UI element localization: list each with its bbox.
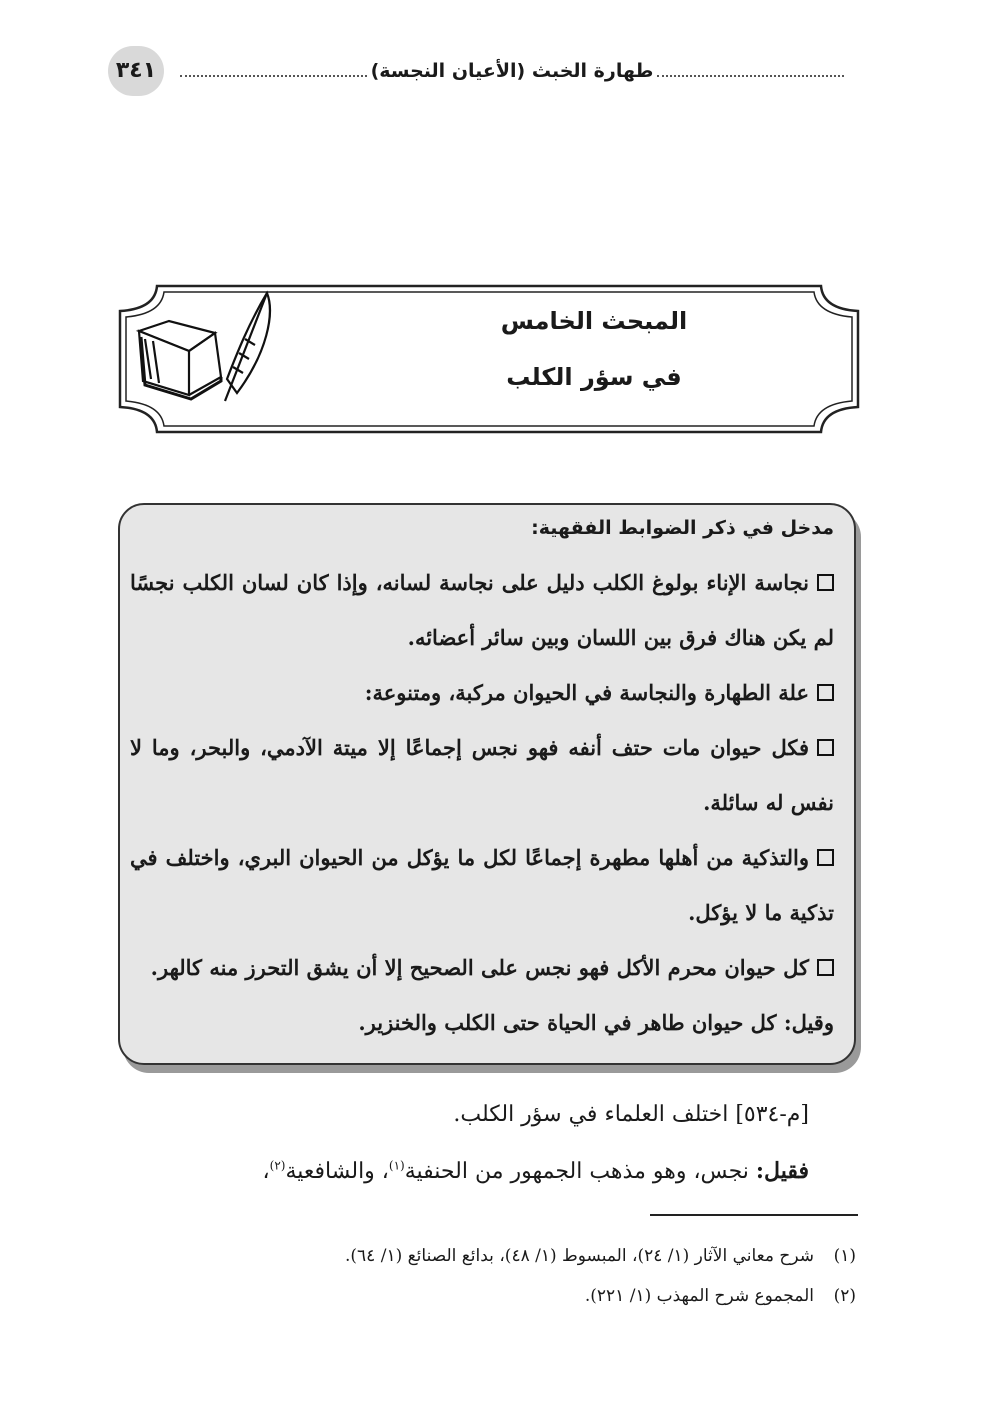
rule-item: نجاسة الإناء بولوغ الكلب دليل على نجاسة لسانه، وإذا كان لسان الكلب نجسًا لم يكن هناك فرق بين اللسان وبين سائر أعضائه. [130,570,834,650]
rule-item: علة الطهارة والنجاسة في الحيوان مركبة، ومتنوعة: [130,665,834,720]
footnote-ref[interactable]: (٢) [269,1158,286,1173]
body-paragraph: فقيل: نجس، وهو مذهب الجمهور من الحنفية$^{(١)}$، والشافعية$^{(٢)}$، [262,1158,809,1184]
running-header [180,56,844,86]
opinion-lead: فقيل: [755,1158,809,1184]
rules-box-heading: مدخل في ذكر الضوابط الفقهية: [531,517,834,539]
rule-item: والتذكية من أهلها مطهرة إجماعًا لكل ما يؤكل من الحيوان البري، واختلف في تذكية ما لا يؤكل. [130,845,834,925]
leader-dots-right [657,75,844,77]
checkbox-bullet-icon [817,739,834,756]
rules-box [118,503,856,1065]
footnotes [160,1236,856,1316]
leader-dots-left [180,75,367,77]
rule-continuation: وقيل: كل حيوان طاهر في الحياة حتى الكلب والخنزير. [358,1010,834,1035]
ornamental-frame [117,283,861,435]
running-title: طهارة الخبث (الأعيان النجسة) [370,60,654,82]
page-number: ٣٤١ [108,46,164,96]
footnote-separator [650,1214,858,1216]
body-paragraph: [م-٥٣٤] اختلف العلماء في سؤر الكلب. [453,1102,809,1127]
footnote: (١)شرح معاني الآثار (١/ ٢٤)، المبسوط (١/ ٤٨)، بدائع الصنائع (١/ ٦٤). [344,1246,856,1266]
chapter-title: المبحث الخامس [500,307,688,335]
checkbox-bullet-icon [817,849,834,866]
rule-item: كل حيوان محرم الأكل فهو نجس على الصحيح إلا أن يشق التحرز منه كالهر. [130,940,834,995]
checkbox-bullet-icon [817,574,834,591]
footnote-ref[interactable]: (١) [388,1158,405,1173]
checkbox-bullet-icon [817,684,834,701]
rule-item: فكل حيوان مات حتف أنفه فهو نجس إجماعًا إلا ميتة الآدمي، والبحر، وما لا نفس له سائلة. [130,735,834,815]
chapter-subtitle: في سؤر الكلب [506,363,682,391]
footnote: (٢)المجموع شرح المهذب (١/ ٢٢١). [584,1286,856,1306]
chapter-title-frame [117,283,861,435]
checkbox-bullet-icon [817,959,834,976]
